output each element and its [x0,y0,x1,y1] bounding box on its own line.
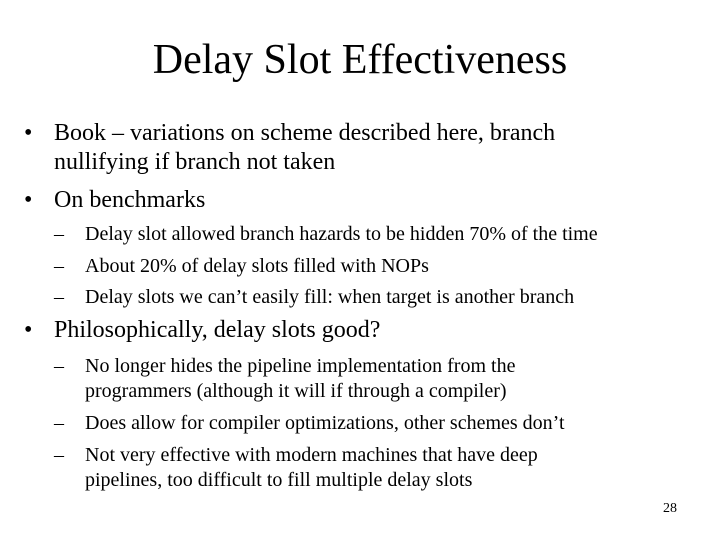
page-number: 28 [663,501,677,516]
sub-bullet-item [54,285,714,310]
sub-bullet-item [54,411,714,436]
bullet-marker: • [24,317,33,343]
slide-title: Delay Slot Effectiveness [152,37,568,83]
sub-bullet-text-line: programmers (although it will if through a compiler) [85,380,507,402]
dash-marker: – [54,286,64,308]
bullet-item [24,316,704,345]
bullet-text-line: Book – variations on scheme described here, branch [54,120,556,146]
sub-bullet-text-line: About 20% of delay slots filled with NOPs [85,255,429,277]
sub-bullet-text-line: Delay slots we can’t easily fill: when target is another branch [85,286,575,308]
bullet-marker: • [24,187,33,213]
sub-bullet-text-line: Does allow for compiler optimizations, other schemes don’t [85,412,565,434]
sub-bullet-item [54,354,714,404]
dash-marker: – [54,355,64,377]
sub-bullet-text-line: Not very effective with modern machines that have deep [85,444,538,466]
dash-marker: – [54,444,64,466]
bullet-text-line: nullifying if branch not taken [54,149,336,175]
bullet-marker: • [24,120,33,146]
bullet-item [24,119,704,177]
dash-marker: – [54,412,64,434]
sub-bullet-text-line: Delay slot allowed branch hazards to be hidden 70% of the time [85,223,598,245]
sub-bullet-item [54,222,714,247]
bullet-item [24,186,704,215]
sub-bullet-text-line: No longer hides the pipeline implementation from the [85,355,516,377]
bullet-text-line: Philosophically, delay slots good? [54,317,381,343]
sub-bullet-text-line: pipelines, too difficult to fill multiple delay slots [85,469,473,491]
sub-bullet-item [54,443,714,493]
sub-bullet-item [54,254,714,279]
dash-marker: – [54,255,64,277]
dash-marker: – [54,223,64,245]
bullet-text-line: On benchmarks [54,187,206,213]
